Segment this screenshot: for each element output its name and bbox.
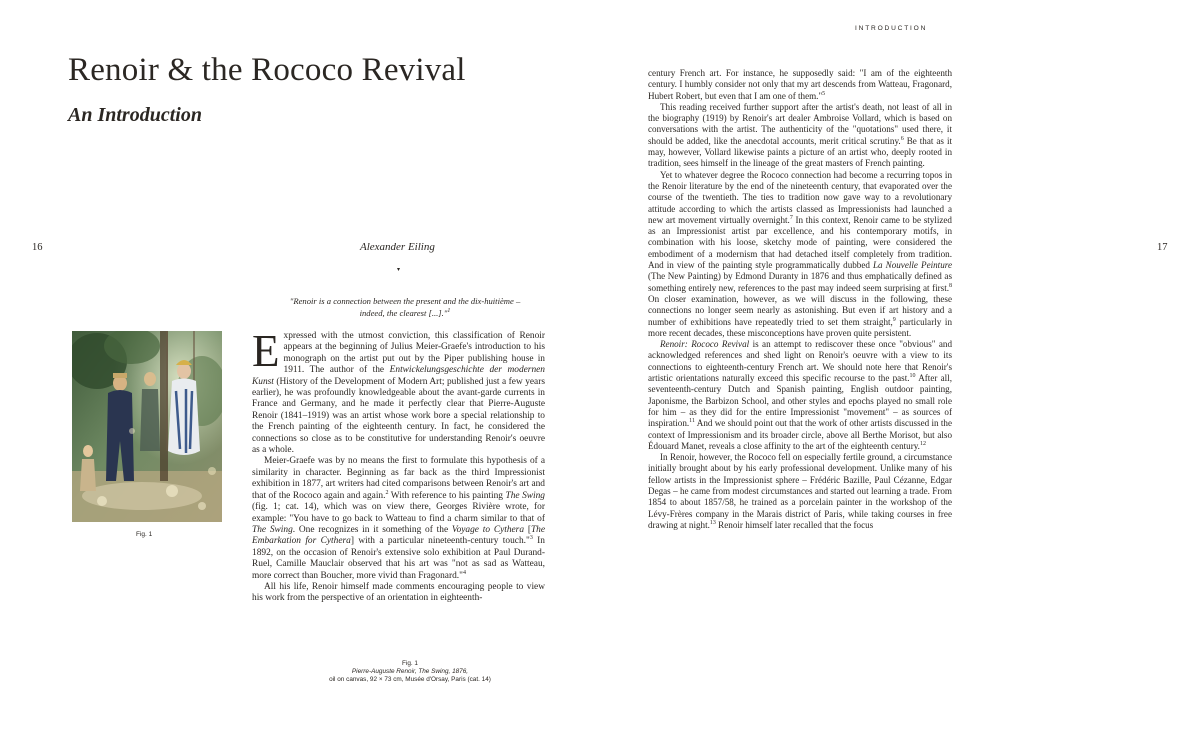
paragraph: In Renoir, however, the Rococo fell on especially fertile ground, a circumstance initially brought about by his early professional development. Unlike many of his fellow artists in the Impressionist sphere – Frédéric Bazille, Paul Cézanne, Edgar Degas – he came from modest circumstances and started out learning a trade. From 1854 to about 1857/58, he trained as a porcelain painter in the workshop of the Lévy-Frères company in the Marais district of Paris, while taking courses in free drawing at night.$^{13}$ Renoir himself later recalled that the focus	[648, 452, 952, 530]
page-number-left: 16	[32, 242, 43, 253]
right-page	[600, 0, 1200, 731]
paragraph: All his life, Renoir himself made comments encouraging people to view his work from the perspective of an orientation in eighteenth-	[252, 581, 545, 604]
caption-line: Pierre-Auguste Renoir, The Swing, 1876,	[351, 668, 469, 676]
figure-label: Fig. 1	[136, 531, 153, 538]
paragraph: Yet to whatever degree the Rococo connection had become a recurring topos in the Renoir literature by the end of the nineteenth century, that evaporated over the course of the twentieth. The ties to tradition now gave way to a revolutionary attitude according to which the artists classed as Impressionists had launched a new art movement virtually overnight.$^7$ In this context, Renoir came to be stylized as an Impressionist artist par excellence, and his contemporary motifs, in combination with his loose, sketchy mode of painting, were considered the embodiment of a modernism that had detached itself completely from tradition. And in view of the painting style programmatically dubbed La Nouvelle Peinture (The New Painting) by Edmond Duranty in 1876 and thus emphatically defined as something entirely new, references to the past may indeed seem surprising at first.$^8$ On closer examination, however, as we will discuss in the following, these connections no longer seem nearly as astonishing. But even if art history and a number of exhibitions have repeatedly tried to set them straight,$^9$ particularly in more recent decades, these misconceptions have proven quite persistent.	[648, 169, 952, 338]
paragraph: Meier-Graefe was by no means the first to formulate this hypothesis of a similarity in character. Beginning as far back as the third Impressionist exhibition in 1877, art writers had cited comparisons between Renoir's art and that of the Rococo again and again.$^2$ With reference to his painting The Swing (fig. 1; cat. 14), which was on view there, Georges Rivière wrote, for example: "You have to go back to Watteau to find a charm similar to that of The Swing. One recognizes in it something of the Voyage to Cythera [The Embarkation for Cythera] with a particular nineteenth-century touch."$^3$ In 1892, on the occasion of Renoir's extensive solo exhibition at Paul Durand-Ruel, Camille Mauclair observed that his art was "not as sad as Watteau, more correct than Boucher, more vivid than Fragonard."$^4$	[252, 456, 545, 581]
drop-cap: E	[252, 326, 280, 376]
running-head: INTRODUCTION	[855, 25, 928, 32]
footnote-ref: 8	[949, 282, 952, 289]
paragraph: This reading received further support after the artist's death, not least of all in the biography (1919) by Renoir's art dealer Ambroise Vollard, which is based on conversations with the artist. The authenticity of the "quotations" used there, it should be added, like the anecdotal accounts, merit critical scrutiny.$^6$ Be that as it may, however, Vollard likewise paints a picture of an artist who, deeply rooted in tradition, sees himself in the lineage of the great masters of French painting.	[648, 101, 952, 169]
body-text-right	[648, 68, 952, 531]
footnote-ref: 9	[892, 316, 896, 323]
epigraph-line-1: "Renoir is a connection between the present and the dix-huitième –	[289, 296, 521, 306]
paragraph: century French art. For instance, he supposedly said: "I am of the eighteenth century. I humbly consider not only that my art descends from Watteau, Fragonard, Hubert Robert, but even that I am one of them."$^5$	[648, 68, 952, 101]
painting-image-the-swing	[72, 331, 222, 522]
footnote-ref: 12	[919, 440, 926, 447]
footnote-ref: 2	[385, 489, 389, 496]
footnote-ref: 11	[689, 418, 695, 425]
caption-line: oil on canvas, 92 × 73 cm, Musée d'Orsay, Paris (cat. 14)	[329, 676, 491, 684]
body-text-left	[252, 326, 545, 605]
epigraph	[262, 295, 548, 320]
footnote-ref: 6	[900, 135, 904, 142]
chapter-title: Renoir & the Rococo Revival	[68, 52, 466, 88]
footnote-ref: 13	[709, 519, 716, 526]
paragraph: Expressed with the utmost conviction, this classification of Renoir appears at the beginning of Julius Meier-Graefe's introduction to his monograph on the artist put out by the Piper publishing house in 1911. The author of the Entwickelungsgeschichte der modernen Kunst (History of the Development of Modern Art; published just a few years earlier), he was profoundly knowledgeable about the avant-garde currents in France and Germany, and he made it perfectly clear that Pierre-Auguste Renoir (1841–1919) was an artist whose work bore a special relationship to the French painting of the eighteenth century. In fact, he considered the connections so close as to be constitutive for understanding Renoir's oeuvre as a whole.	[252, 326, 545, 456]
ornament-mark: ▾	[397, 267, 401, 273]
paragraph: Renoir: Rococo Revival is an attempt to rediscover these once "obvious" and acknowledged references and shed light on Renoir's oeuvre with a view to its connections to eighteenth-century French art. We should note here that Renoir's artistic orientations naturally exceed this specific recourse to the past.$^{10}$ After all, seventeenth-century Dutch and Spanish painting, English outdoor painting, Japonisme, the Barbizon School, and other styles and epochs played no small role for him – as they did for the entire Impressionist "movement" – as sources of inspiration.$^{11}$ And we should point out that the work of other artists discussed in the context of Impressionism and its broader circle, above all Berthe Morisot, but also Édouard Manet, reveals a close affinity to the art of the eighteenth century.$^{12}$	[648, 339, 952, 451]
author-name: Alexander Eiling	[360, 241, 435, 253]
footnote-ref: 10	[909, 372, 916, 379]
footnote-ref: 1	[447, 308, 451, 315]
footnote-ref: 5	[822, 90, 826, 97]
figure-caption	[300, 660, 520, 685]
footnote-ref: 3	[529, 535, 533, 542]
footnote-ref: 7	[789, 214, 793, 221]
epigraph-line-2: indeed, the clearest [...]."$^1$	[359, 308, 451, 319]
chapter-subtitle: An Introduction	[68, 104, 202, 126]
footnote-ref: 4	[462, 569, 466, 576]
caption-line: Fig. 1	[402, 660, 418, 667]
page-number-right: 17	[1157, 242, 1168, 253]
